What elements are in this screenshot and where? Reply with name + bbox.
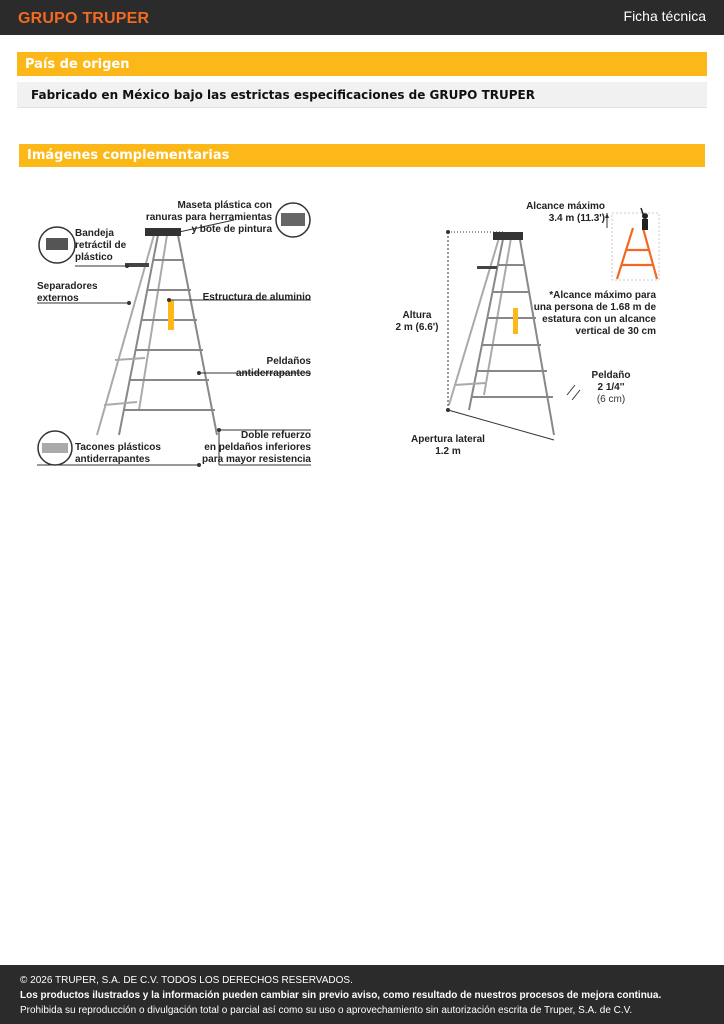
section-title-images: Imágenes complementarias <box>27 148 230 163</box>
label-bandeja-line-3: plástico <box>75 252 113 263</box>
origin-text: Fabricado en México bajo las estrictas especificaciones de GRUPO TRUPER <box>31 88 535 102</box>
label-doble-line-3: para mayor resistencia <box>202 454 311 465</box>
label-nota-line-4: vertical de 30 cm <box>575 326 656 337</box>
section-title-origin: País de origen <box>25 57 130 72</box>
label-doble-line-2: en peldaños inferiores <box>204 442 311 453</box>
label-maseta-line-2: ranuras para herramientas <box>145 212 272 223</box>
ladder-top-cap <box>145 228 181 236</box>
diagram-labels <box>37 200 656 465</box>
ladder-warning-label <box>168 300 174 330</box>
ladder-left-illustration <box>97 230 217 435</box>
section-header-images <box>19 144 705 167</box>
label-peldanos-line-1: Peldaños <box>266 356 311 367</box>
label-peldano-line-3: (6 cm) <box>596 394 626 405</box>
label-nota-line-2: una persona de 1.68 m de <box>533 302 656 313</box>
origin-row <box>17 82 707 108</box>
label-apertura-line-1: Apertura lateral <box>411 434 485 445</box>
footer-legal: Prohibida su reproducción o divulgación total o parcial así como su uso o aprovechamiento sin autorización escrita de Truper, S.A. de C.V. <box>20 1005 633 1016</box>
label-nota-line-1: *Alcance máximo para <box>549 290 656 301</box>
label-separadores-line-2: externos <box>37 293 79 304</box>
doc-type-label: Ficha técnica <box>623 8 706 24</box>
label-peldanos-line-2: antiderrapantes <box>235 368 311 379</box>
label-tacones-line-2: antiderrapantes <box>75 454 151 465</box>
label-estructura-line-1: Estructura de aluminio <box>202 292 311 303</box>
reach-person-illustration <box>617 228 657 279</box>
label-apertura-line-2: 1.2 m <box>435 446 461 457</box>
section-header-origin <box>17 52 707 76</box>
ladder-diagram <box>19 190 705 480</box>
label-alcance-line-1: Alcance máximo <box>526 201 605 212</box>
label-bandeja-line-1: Bandeja <box>75 228 114 239</box>
label-alcance-line-2: 3.4 m (11.3') <box>548 213 605 224</box>
label-bandeja-line-2: retráctil de <box>75 240 127 251</box>
label-altura-line-2: 2 m (6.6') <box>395 322 439 333</box>
footer-copyright: © 2026 TRUPER, S.A. DE C.V. TODOS LOS DERECHOS RESERVADOS. <box>20 975 353 986</box>
label-tacones-line-1: Tacones plásticos <box>75 442 161 453</box>
person-silhouette <box>641 208 648 230</box>
top-bar <box>0 0 724 35</box>
label-maseta-line-3: y bote de pintura <box>191 224 272 235</box>
label-maseta-line-1: Maseta plástica con <box>177 200 272 211</box>
label-peldano-line-1: Peldaño <box>591 370 631 381</box>
label-nota-line-3: estatura con un alcance <box>542 314 656 325</box>
grupo-truper-logo: GRUPO TRUPER <box>18 10 150 27</box>
footer <box>0 965 724 1024</box>
label-separadores-line-1: Separadores <box>37 281 98 292</box>
footer-notice: Los productos ilustrados y la información pueden cambiar sin previo aviso, como resultado de nuestros procesos de mejora continua. <box>20 990 662 1001</box>
label-doble-line-1: Doble refuerzo <box>240 430 311 441</box>
ladder-right-illustration <box>449 234 554 435</box>
label-peldano-line-2: 2 1/4'' <box>597 382 625 393</box>
label-altura-line-1: Altura <box>402 310 432 321</box>
ladder-right-top-cap <box>493 232 523 240</box>
complementary-images <box>19 190 705 480</box>
